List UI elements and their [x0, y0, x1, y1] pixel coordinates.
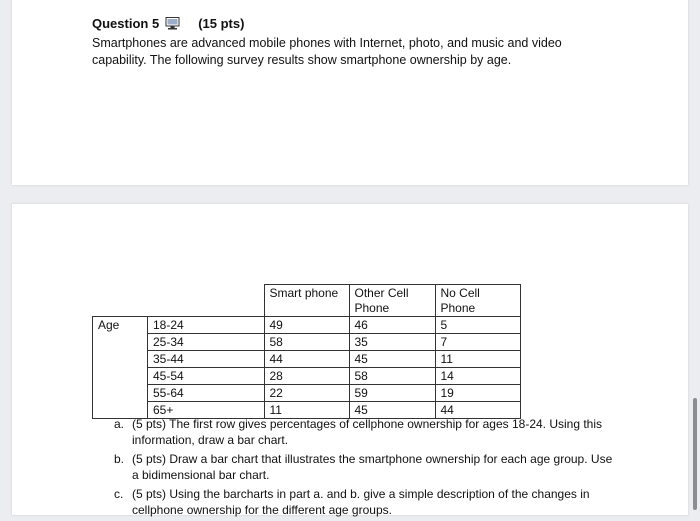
no-cell-phone-cell: 44	[435, 402, 520, 419]
header-no-cell-phone: No Cell Phone	[435, 285, 520, 317]
subquestion-list	[110, 416, 620, 521]
table-row	[93, 385, 521, 402]
no-cell-phone-cell: 19	[435, 385, 520, 402]
other-cell-phone-cell: 46	[349, 317, 435, 334]
other-cell-phone-cell: 58	[349, 368, 435, 385]
table-row	[93, 351, 521, 368]
age-group-cell: 45-54	[148, 368, 265, 385]
smart-phone-cell: 28	[264, 368, 349, 385]
subquestion-marker: b.	[114, 452, 125, 466]
subquestion-marker: c.	[114, 487, 124, 501]
other-cell-phone-cell: 59	[349, 385, 435, 402]
other-cell-phone-cell: 45	[349, 351, 435, 368]
table-header-row	[93, 285, 521, 317]
scrollbar-thumb[interactable]	[693, 398, 697, 510]
no-cell-phone-cell: 11	[435, 351, 520, 368]
header-other-cell-phone: Other Cell Phone	[349, 285, 435, 317]
monitor-icon	[165, 17, 180, 30]
age-group-cell: 65+	[148, 402, 265, 419]
no-cell-phone-cell: 5	[435, 317, 520, 334]
subquestion-text: (5 pts) The first row gives percentages of cellphone ownership for ages 18-24. Using this information, draw a bar chart.	[132, 417, 603, 447]
age-group-cell: 55-64	[148, 385, 265, 402]
header-smart-phone: Smart phone	[264, 285, 349, 317]
smart-phone-cell: 11	[264, 402, 349, 419]
smart-phone-cell: 44	[264, 351, 349, 368]
no-cell-phone-cell: 14	[435, 368, 520, 385]
smart-phone-cell: 49	[264, 317, 349, 334]
table-row	[93, 368, 521, 385]
question-intro: Smartphones are advanced mobile phones with Internet, photo, and music and video capability. The following survey results show smartphone ownership by age.	[92, 36, 562, 67]
subquestion-a	[110, 416, 620, 448]
smart-phone-cell: 58	[264, 334, 349, 351]
row-label-age: Age	[93, 317, 148, 419]
survey-table	[92, 284, 521, 419]
document-page-bottom	[12, 204, 688, 515]
age-group-cell: 18-24	[148, 317, 265, 334]
question-points: (15 pts)	[198, 16, 245, 31]
table-row	[93, 317, 521, 334]
other-cell-phone-cell: 35	[349, 334, 435, 351]
subquestion-b	[110, 451, 620, 483]
no-cell-phone-cell: 7	[435, 334, 520, 351]
table-row	[93, 334, 521, 351]
smart-phone-cell: 22	[264, 385, 349, 402]
subquestion-marker: a.	[114, 417, 125, 431]
other-cell-phone-cell: 45	[349, 402, 435, 419]
age-group-cell: 25-34	[148, 334, 265, 351]
question-heading	[92, 16, 244, 31]
document-page-top	[12, 0, 688, 185]
age-group-cell: 35-44	[148, 351, 265, 368]
subquestion-text: (5 pts) Draw a bar chart that illustrates the smartphone ownership for each age group. Use a bidimensional bar chart.	[132, 452, 613, 482]
question-number: Question 5	[92, 16, 160, 31]
subquestion-c	[110, 486, 620, 518]
subquestion-text: (5 pts) Using the barcharts in part a. and b. give a simple description of the changes in cellphone ownership for the different age groups.	[132, 487, 590, 517]
